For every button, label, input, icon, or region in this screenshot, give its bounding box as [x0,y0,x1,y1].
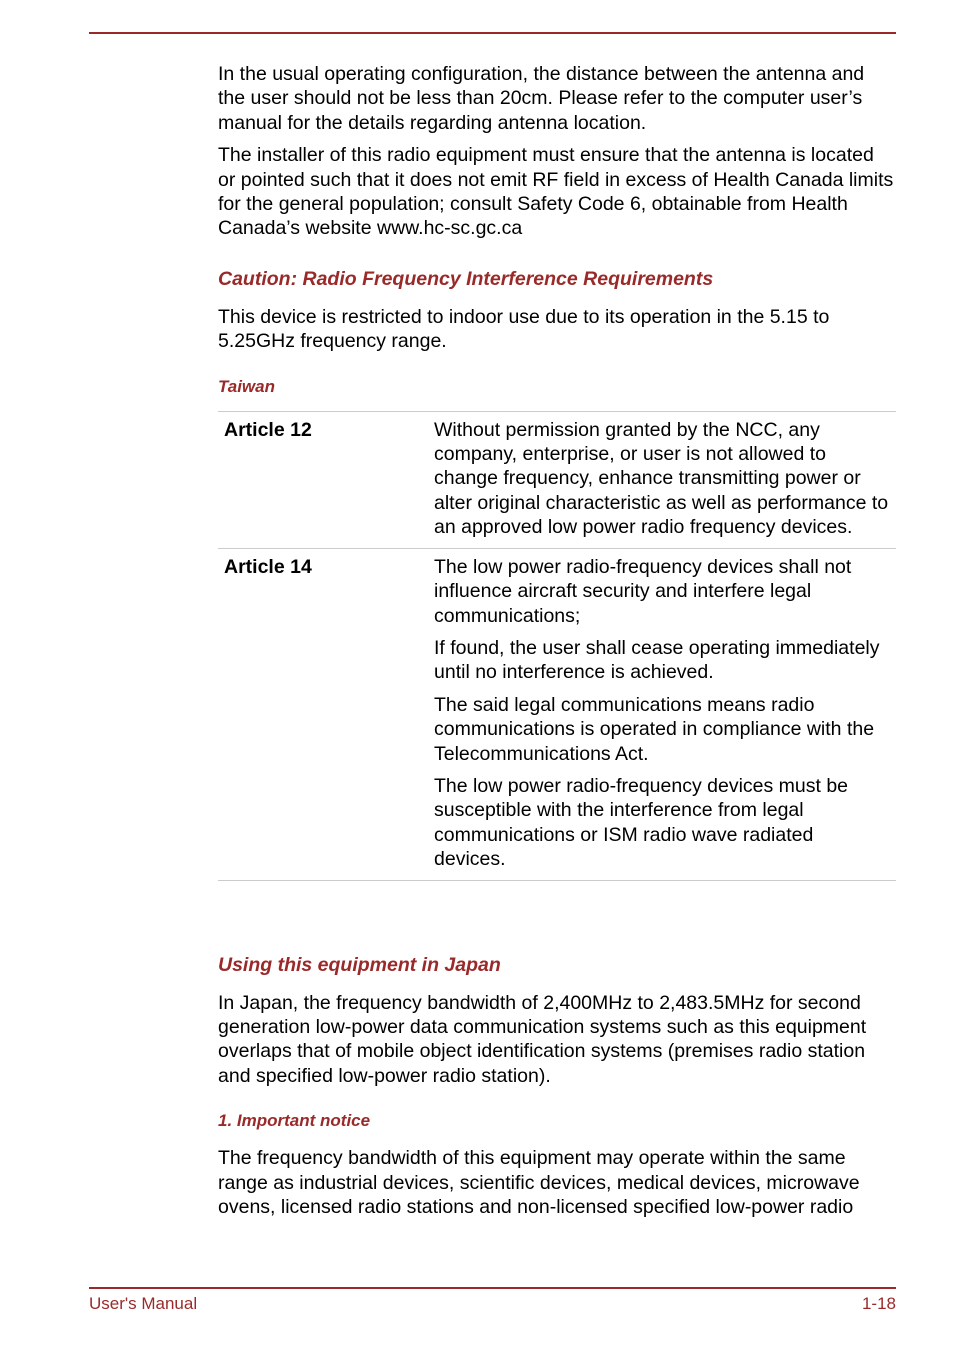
article-paragraph: The low power radio-frequency devices shall not influence aircraft security and interfere legal communications; [434,555,852,627]
paragraph-antenna-distance: In the usual operating configuration, the distance between the antenna and the user should not be less than 20cm. Please refer to the computer user’s manual for the details regarding antenna location. [218,63,865,134]
taiwan-heading: Taiwan [218,376,275,396]
header-rule [89,32,896,34]
japan-text: In Japan, the frequency bandwidth of 2,400MHz to 2,483.5MHz for second generation low-power data communication systems such as this equipment overlaps that of mobile object identification systems (premises radio station and specified low-power radio station). [218,991,867,1087]
article-description [428,548,896,880]
important-notice-text: The frequency bandwidth of this equipment may operate within the same range as industrial devices, scientific devices, medical devices, microwave ovens, licensed radio stations and non-licensed specified low-power radio [218,1147,860,1218]
article-label: Article 14 [218,548,428,880]
article-paragraph: The low power radio-frequency devices must be susceptible with the interference from legal communications or ISM radio wave radiated devices. [434,774,849,871]
caution-text: This device is restricted to indoor use due to its operation in the 5.15 to 5.25GHz frequency range. [218,305,830,353]
page-content [218,62,896,1227]
article-paragraph: Without permission granted by the NCC, any company, enterprise, or user is not allowed to change frequency, enhance transmitting power or alter original characteristic as well as performance to an approved low power radio frequency devices. [434,418,889,539]
japan-heading: Using this equipment in Japan [218,953,501,976]
important-notice-heading: 1. Important notice [218,1111,371,1131]
table-row [218,411,896,548]
article-description [428,411,896,548]
article-label: Article 12 [218,411,428,548]
article-paragraph: The said legal communications means radio communications is operated in compliance with the Telecommunications Act. [434,693,875,765]
caution-heading: Caution: Radio Frequency Interference Requirements [218,267,714,290]
footer-page-number: 1-18 [861,1294,896,1313]
article-paragraph: If found, the user shall cease operating immediately until no interference is achieved. [434,636,880,684]
footer-rule [89,1287,896,1289]
footer-manual-title: User's Manual [89,1294,198,1313]
paragraph-installer: The installer of this radio equipment must ensure that the antenna is located or pointed such that it does not emit RF field in excess of Health Canada limits for the general population; consult Safety Code 6, obtainable from Health Canada’s website www.hc-sc.gc.ca [218,144,894,240]
table-row [218,548,896,880]
taiwan-articles-table [218,411,896,881]
